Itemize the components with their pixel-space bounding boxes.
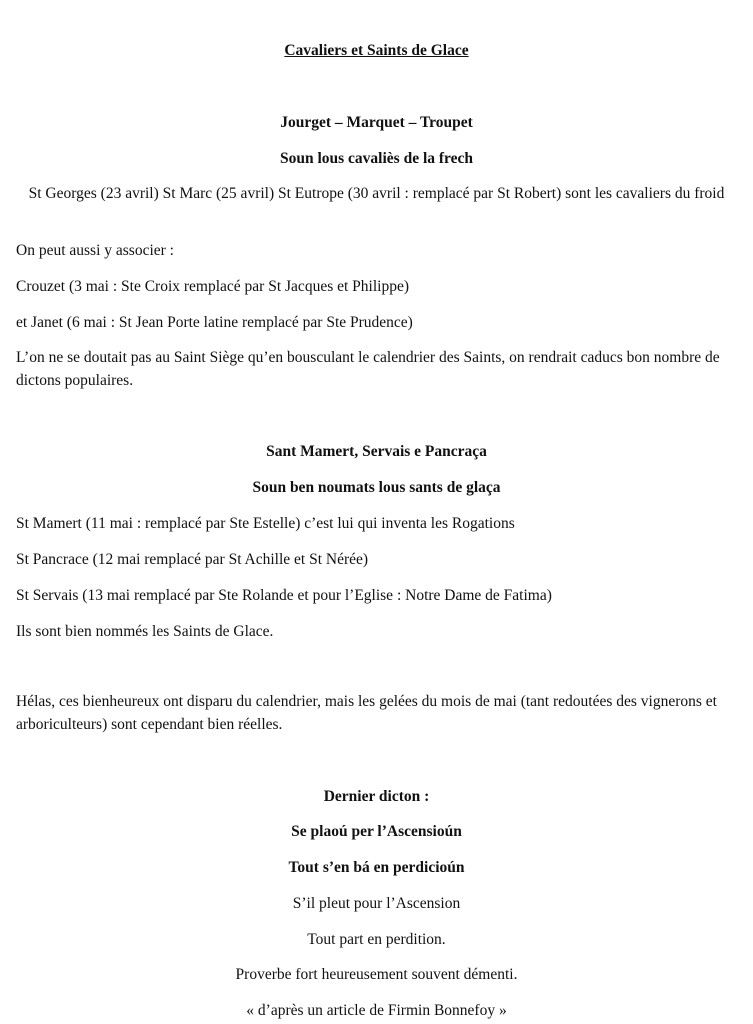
section2-heading: Sant Mamert, Servais e Pancraça (266, 443, 487, 460)
proverb-note: Proverbe fort heureusement souvent démenti. (235, 966, 518, 983)
associate-line: On peut aussi y associer : (16, 242, 174, 259)
servais-line: St Servais (13 mai remplacé par Ste Rolande et pour l’Eglise : Notre Dame de Fatima) (16, 587, 552, 604)
section1-heading: Jourget – Marquet – Troupet (280, 114, 473, 131)
section2-subheading: Soun ben noumats lous sants de glaça (252, 479, 501, 496)
dicton-line-2: Tout s’en bá en perdicioún (288, 859, 465, 876)
dicton-line-1: Se plaoú per l’Ascensioún (291, 823, 462, 840)
translation-line-1: S’il pleut pour l’Ascension (292, 895, 461, 912)
section1-subheading: Soun lous cavaliès de la frech (279, 150, 474, 167)
janet-line: et Janet (6 mai : St Jean Porte latine remplacé par Ste Prudence) (16, 314, 413, 331)
source-credit: « d’après un article de Firmin Bonnefoy » (246, 1002, 507, 1019)
remark-paragraph: L’on ne se doutait pas au Saint Siège qu’en bousculant le calendrier des Saints, on rendrait caducs bon nombre de dictons populaires. (16, 349, 720, 389)
translation-line-2: Tout part en perdition. (307, 931, 446, 948)
crouzet-line: Crouzet (3 mai : Ste Croix remplacé par St Jacques et Philippe) (16, 278, 409, 295)
final-heading: Dernier dicton : (323, 788, 430, 805)
pancrace-line: St Pancrace (12 mai remplacé par St Achille et St Nérée) (16, 551, 369, 568)
mamert-line: St Mamert (11 mai : remplacé par Ste Estelle) c’est lui qui inventa les Rogations (16, 515, 515, 532)
section1-intro: St Georges (23 avril) St Marc (25 avril) St Eutrope (30 avril : remplacé par St Robert) sont les cavaliers du froid (28, 185, 725, 202)
conclusion-line: Ils sont bien nommés les Saints de Glace. (16, 623, 274, 640)
helas-paragraph: Hélas, ces bienheureux ont disparu du calendrier, mais les gelées du mois de mai (tant redoutées des vignerons et arboriculteurs) sont cependant bien réelles. (16, 693, 717, 733)
page-title: Cavaliers et Saints de Glace (284, 42, 469, 59)
